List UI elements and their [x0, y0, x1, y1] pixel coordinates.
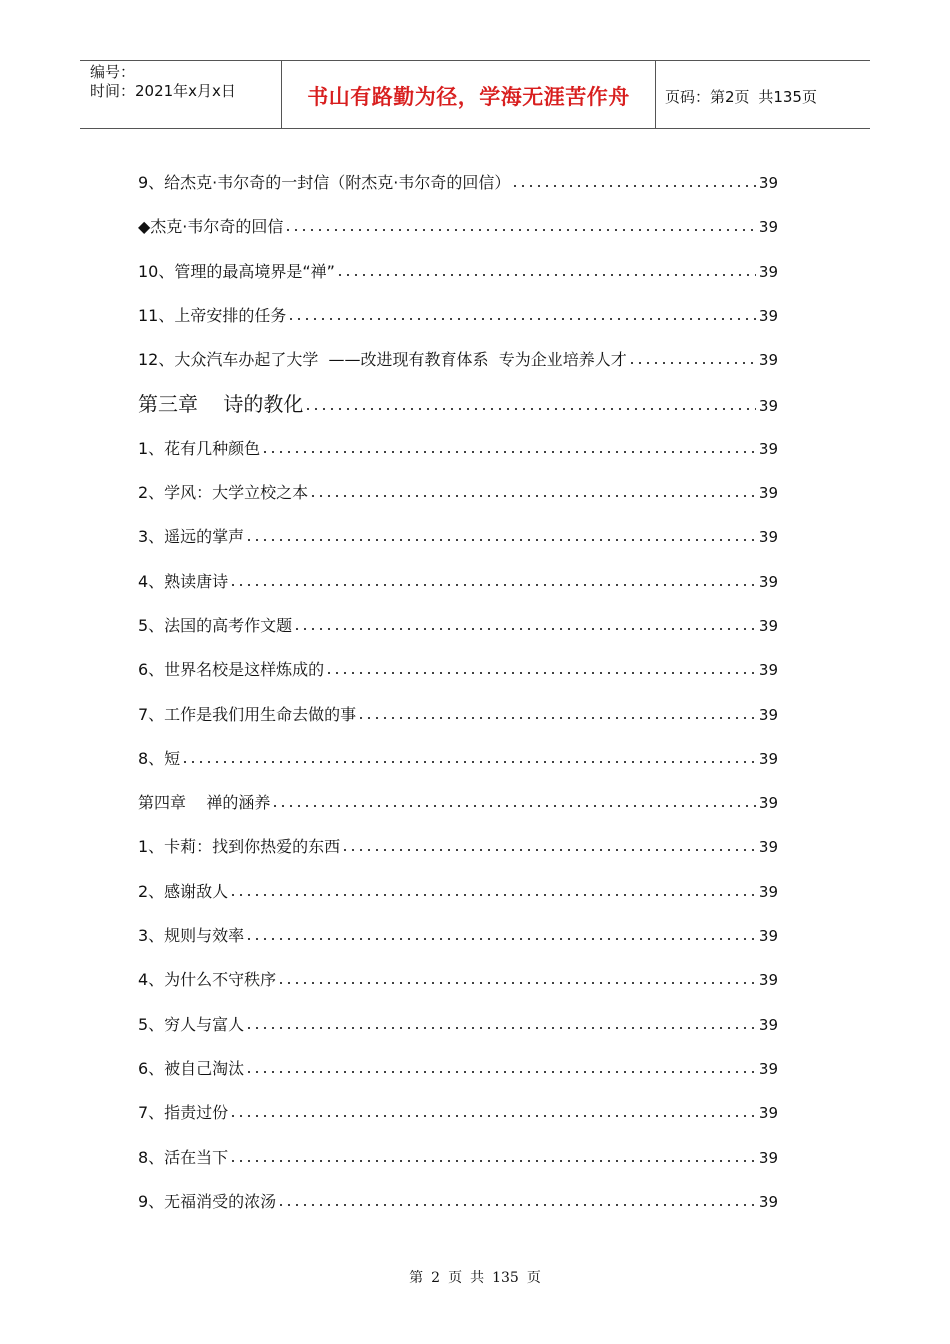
toc-entry[interactable] [138, 608, 778, 652]
dot-leader [325, 663, 756, 675]
toc-entry[interactable] [138, 741, 778, 785]
dot-leader [304, 399, 756, 411]
toc-entry[interactable] [138, 829, 778, 873]
dot-leader [271, 796, 756, 808]
toc-entry[interactable] [138, 342, 778, 386]
toc-entry-page: 39 [758, 616, 778, 635]
toc-entry[interactable] [138, 785, 778, 829]
table-of-contents [138, 165, 778, 1228]
dot-leader [245, 530, 756, 542]
toc-entry[interactable] [138, 652, 778, 696]
toc-entry-title: 3、遥远的掌声 [138, 527, 245, 547]
document-time-label: 时间：2021年x月x日 [90, 82, 236, 100]
footer-page-total: 135 [492, 1270, 519, 1286]
toc-entry-page: 39 [758, 484, 778, 503]
dot-leader [293, 619, 756, 631]
toc-entry[interactable] [138, 165, 778, 209]
toc-entry-title: 8、活在当下 [138, 1147, 229, 1167]
footer-text: 页 [526, 1270, 541, 1286]
toc-entry-title: 1、卡莉：找到你热爱的东西 [138, 837, 341, 857]
toc-entry-title: 第三章 诗的教化 [138, 392, 304, 417]
toc-entry-page: 39 [758, 794, 778, 813]
toc-entry[interactable] [138, 254, 778, 298]
toc-entry-page: 39 [758, 1015, 778, 1034]
dot-leader [277, 973, 756, 985]
toc-entry-page: 39 [758, 749, 778, 768]
toc-entry[interactable] [138, 918, 778, 962]
dot-leader [357, 708, 756, 720]
header-page-info [665, 86, 821, 107]
toc-entry[interactable] [138, 209, 778, 253]
page-header [80, 60, 870, 129]
toc-entry-title: 9、无福消受的浓汤 [138, 1191, 277, 1211]
dot-leader [511, 176, 756, 188]
toc-entry[interactable] [138, 1140, 778, 1184]
header-meta [90, 63, 280, 101]
dot-leader [229, 1106, 756, 1118]
dot-leader [245, 1018, 756, 1030]
footer-text: 页 [448, 1270, 463, 1286]
toc-entry-title: 7、指责过份 [138, 1103, 229, 1123]
dot-leader [277, 1195, 756, 1207]
toc-entry-page: 39 [758, 397, 778, 416]
toc-entry-title: 6、世界名校是这样炼成的 [138, 660, 325, 680]
toc-entry-title: 2、感谢敌人 [138, 881, 229, 901]
toc-entry-page: 39 [758, 882, 778, 901]
header-page-number: 页码：第2页 [665, 88, 750, 106]
toc-entry-title: 10、管理的最高境界是“禅” [138, 261, 335, 281]
toc-entry-title: 7、工作是我们用生命去做的事 [138, 704, 357, 724]
toc-entry[interactable] [138, 1051, 778, 1095]
dot-leader [181, 752, 756, 764]
toc-entry-page: 39 [758, 439, 778, 458]
dot-leader [261, 442, 756, 454]
toc-entry-page: 39 [758, 661, 778, 680]
toc-entry-page: 39 [758, 838, 778, 857]
toc-entry-page: 39 [758, 1192, 778, 1211]
toc-entry-page: 39 [758, 971, 778, 990]
dot-leader [628, 353, 756, 365]
header-page-total: 共135页 [758, 88, 817, 106]
page-footer [0, 1267, 950, 1287]
dot-leader [309, 486, 756, 498]
toc-entry[interactable] [138, 962, 778, 1006]
toc-entry-page: 39 [758, 1148, 778, 1167]
toc-entry[interactable] [138, 475, 778, 519]
toc-entry[interactable] [138, 386, 778, 430]
toc-entry-title: 11、上帝安排的任务 [138, 305, 287, 325]
dot-leader [229, 575, 756, 587]
toc-entry-title: 3、规则与效率 [138, 926, 245, 946]
toc-entry-title: 1、花有几种颜色 [138, 438, 261, 458]
toc-entry-title: 4、熟读唐诗 [138, 571, 229, 591]
toc-entry-page: 39 [758, 351, 778, 370]
toc-entry-page: 39 [758, 927, 778, 946]
toc-entry-page: 39 [758, 705, 778, 724]
toc-entry-title: ◆杰克·韦尔奇的回信 [138, 217, 284, 237]
dot-leader [341, 840, 756, 852]
dot-leader [245, 1062, 756, 1074]
toc-entry-title: 9、给杰克·韦尔奇的一封信（附杰克·韦尔奇的回信） [138, 173, 511, 192]
toc-entry[interactable] [138, 697, 778, 741]
toc-entry[interactable] [138, 1007, 778, 1051]
toc-entry[interactable] [138, 1095, 778, 1139]
toc-entry-title: 第四章 禅的涵养 [138, 793, 271, 813]
toc-entry-title: 4、为什么不守秩序 [138, 970, 277, 990]
header-divider [655, 61, 656, 128]
footer-text: 共 [470, 1270, 485, 1286]
toc-entry-title: 2、学风：大学立校之本 [138, 483, 309, 503]
footer-page-number: 2 [431, 1270, 441, 1286]
toc-entry-page: 39 [758, 572, 778, 591]
toc-entry[interactable] [138, 1184, 778, 1228]
dot-leader [229, 885, 756, 897]
dot-leader [229, 1151, 756, 1163]
toc-entry[interactable] [138, 431, 778, 475]
toc-entry-title: 6、被自己淘汰 [138, 1058, 245, 1078]
dot-leader [336, 265, 756, 277]
toc-entry[interactable] [138, 298, 778, 342]
toc-entry-page: 39 [758, 306, 778, 325]
toc-entry-page: 39 [758, 174, 778, 192]
document-number-label: 编号： [90, 63, 136, 81]
toc-entry-page: 39 [758, 262, 778, 281]
toc-entry-page: 39 [758, 1059, 778, 1078]
toc-entry[interactable] [138, 519, 778, 563]
toc-entry[interactable] [138, 874, 778, 918]
toc-entry-page: 39 [758, 528, 778, 547]
toc-entry-page: 39 [758, 1104, 778, 1123]
header-motto: 书山有路勤为径，学海无涯苦作舟 [307, 85, 630, 109]
footer-text: 第 [409, 1270, 424, 1286]
dot-leader [287, 309, 756, 321]
toc-entry-title: 12、大众汽车办起了大学 ——改进现有教育体系 专为企业培养人才 [138, 350, 627, 370]
dot-leader [284, 220, 756, 232]
toc-entry-page: 39 [758, 218, 778, 237]
dot-leader [245, 929, 756, 941]
toc-entry-title: 5、法国的高考作文题 [138, 615, 293, 635]
toc-entry-title: 8、短 [138, 748, 181, 768]
toc-entry-title: 5、穷人与富人 [138, 1014, 245, 1034]
toc-entry[interactable] [138, 564, 778, 608]
